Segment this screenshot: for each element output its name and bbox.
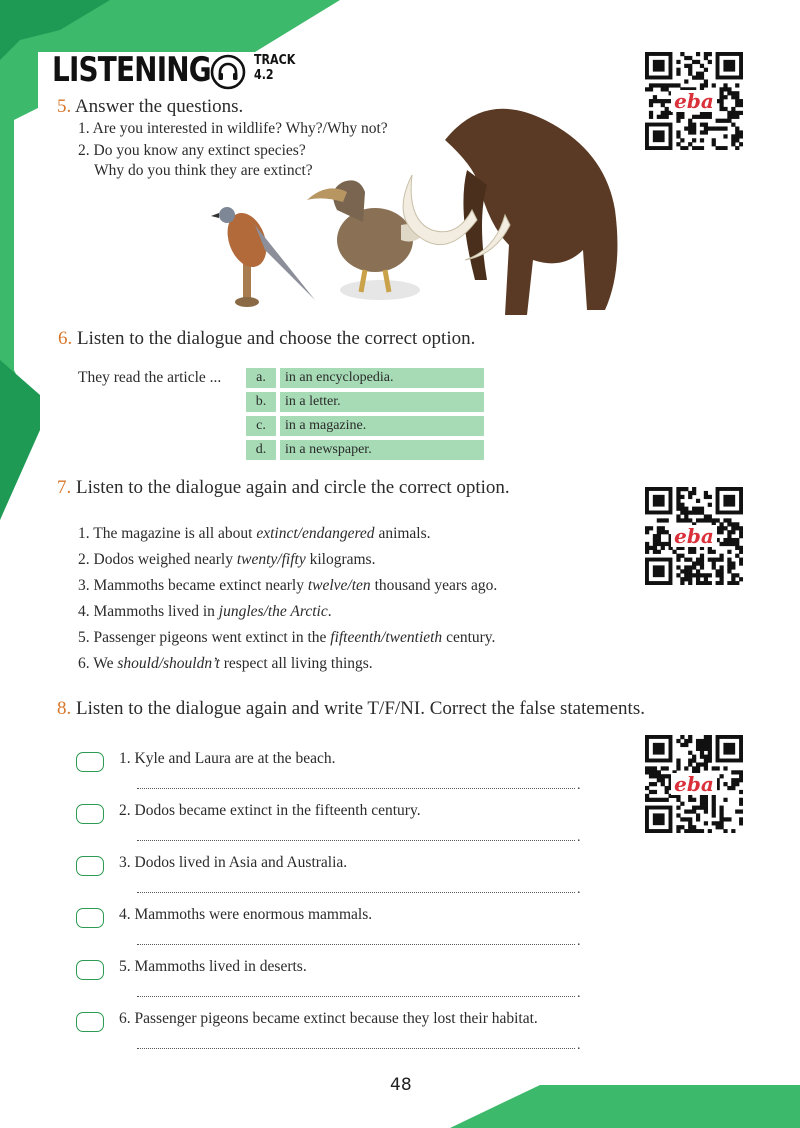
answer-line[interactable] (137, 840, 575, 841)
statement-text: 1. The magazine is all about (78, 525, 257, 542)
statement (78, 551, 375, 569)
exercise-instruction: Listen to the dialogue and choose the correct option. (77, 328, 476, 349)
statement (78, 629, 495, 647)
statement-text: 1. Kyle and Laura are at the beach. (119, 750, 336, 767)
statement-text: 5. Passenger pigeons went extinct in the (78, 629, 331, 646)
exercise-instruction: Listen to the dialogue again and circle the correct option. (76, 477, 510, 498)
option-text[interactable]: in a magazine. (280, 416, 484, 436)
answer-line[interactable] (137, 892, 575, 893)
track-label (254, 53, 295, 83)
answer-line[interactable] (137, 1048, 575, 1049)
corner-decoration-bottom-right (450, 1085, 800, 1128)
qr-code[interactable] (645, 52, 743, 150)
track-label-text: TRACK (254, 53, 296, 68)
statement-text: respect all living things. (219, 655, 373, 672)
statement-text: . (327, 603, 332, 620)
statement-text: 3. Mammoths became extinct nearly (78, 577, 308, 594)
statement-text: 3. Dodos lived in Asia and Australia. (119, 854, 348, 871)
option-text[interactable]: in an encyclopedia. (280, 368, 484, 388)
choice-options[interactable]: extinct/endangered (256, 525, 375, 542)
tf-answer-box[interactable] (76, 908, 104, 928)
statement-text: 4. Mammoths lived in (78, 603, 219, 620)
statement-text: 6. Passenger pigeons became extinct because they lost their habitat. (119, 1010, 538, 1027)
line-end: . (577, 1038, 581, 1053)
exercise-instruction: Listen to the dialogue again and write T/F/NI. Correct the false statements. (76, 698, 645, 719)
line-end: . (577, 778, 581, 793)
question-1: 1. Are you interested in wildlife? Why?/Why not? (78, 120, 388, 137)
qr-code[interactable] (645, 487, 743, 585)
exercise-instruction: Answer the questions. (74, 96, 244, 117)
answer-line[interactable] (137, 788, 575, 789)
line-end: . (577, 934, 581, 949)
question-2: 2. Do you know any extinct species? (78, 142, 306, 159)
section-title: LISTENING (52, 50, 211, 90)
statement-text: 5. Mammoths lived in deserts. (119, 958, 307, 975)
tf-answer-box[interactable] (76, 752, 104, 772)
statement (78, 655, 373, 673)
statement-text: animals. (374, 525, 431, 542)
statement-text: kilograms. (305, 551, 376, 568)
statement (78, 577, 497, 595)
option-letter[interactable]: d. (246, 440, 276, 460)
choice-options[interactable]: jungles/the Arctic (218, 603, 328, 620)
extinct-animals-illustration (205, 100, 625, 325)
statement (78, 525, 431, 543)
exercise-number: 7. (57, 477, 72, 498)
track-number: 4.2 (254, 68, 274, 83)
tf-answer-box[interactable] (76, 856, 104, 876)
choice-options[interactable]: fifteenth/twentieth (330, 629, 443, 646)
answer-line[interactable] (137, 944, 575, 945)
question-2-continued: Why do you think they are extinct? (94, 162, 313, 179)
choice-options[interactable]: twelve/ten (307, 577, 371, 594)
tf-answer-box[interactable] (76, 960, 104, 980)
page-number: 48 (390, 1075, 412, 1095)
line-end: . (577, 882, 581, 897)
exercise-number: 5. (57, 96, 72, 117)
exercise-7-title (57, 477, 510, 499)
qr-pattern (645, 735, 743, 833)
passenger-pigeon-image (211, 207, 315, 307)
option-text[interactable]: in a letter. (280, 392, 484, 412)
tf-answer-box[interactable] (76, 1012, 104, 1032)
option-letter[interactable]: c. (246, 416, 276, 436)
eba-logo: eba (674, 524, 714, 548)
choice-options[interactable]: twenty/fifty (236, 551, 306, 568)
choice-options[interactable]: should/shouldn’t (117, 655, 220, 672)
exercise-8-title (57, 698, 645, 720)
statement-text: century. (442, 629, 496, 646)
line-end: . (577, 986, 581, 1001)
statement-text: 2. Dodos weighed nearly (78, 551, 237, 568)
exercise-number: 6. (58, 328, 73, 349)
eba-logo: eba (674, 89, 714, 113)
question-stem: They read the article ... (78, 369, 222, 386)
answer-line[interactable] (137, 996, 575, 997)
line-end: . (577, 830, 581, 845)
qr-pattern (645, 487, 743, 585)
option-letter[interactable]: a. (246, 368, 276, 388)
statement-text: 4. Mammoths were enormous mammals. (119, 906, 373, 923)
qr-pattern (645, 52, 743, 150)
statement-text: 6. We (78, 655, 118, 672)
statement (78, 603, 332, 621)
qr-code[interactable] (645, 735, 743, 833)
tf-answer-box[interactable] (76, 804, 104, 824)
eba-logo: eba (674, 772, 714, 796)
exercise-6-title (58, 328, 475, 350)
headphones-icon (210, 54, 246, 90)
woolly-mammoth-image (403, 109, 617, 315)
statement-text: 2. Dodos became extinct in the fifteenth century. (119, 802, 421, 819)
option-letter[interactable]: b. (246, 392, 276, 412)
statement-text: thousand years ago. (370, 577, 498, 594)
exercise-number: 8. (57, 698, 72, 719)
option-text[interactable]: in a newspaper. (280, 440, 484, 460)
